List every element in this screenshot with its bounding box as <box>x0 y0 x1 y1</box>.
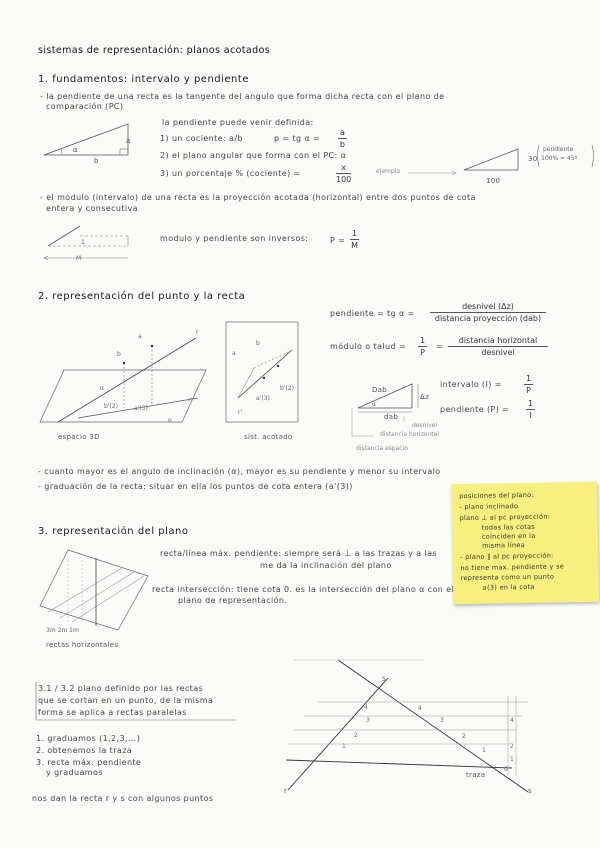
tri2-label-100: 100 <box>486 177 501 185</box>
s3-text-1-line-2: me da la inclinación del plano <box>260 561 392 570</box>
section-3-heading: 3. representación del plano <box>38 526 189 537</box>
tri-label-a: a <box>126 137 131 145</box>
pendiente-p-label: pendiente (P) = <box>440 405 510 414</box>
sticky-note <box>451 482 599 605</box>
rectas-horizontales-label: rectas horizontales <box>46 641 119 649</box>
s3-sub-line-1: 3.1 / 3.2 plano definido por las rectas <box>38 684 204 693</box>
fig2-label-r1: r' <box>238 409 243 416</box>
s1-paragraph-1-line-2: comparación (PC) <box>46 102 124 111</box>
slope-item-3: 3) un porcentaje % (cociente) = <box>160 169 301 178</box>
modulo-fraction: $\frac{1}{M}$ <box>351 229 358 250</box>
modulo-talud-fraction-2: distancia horizontal desnivel <box>448 336 548 357</box>
modulo-text: modulo y pendiente son inversos: <box>160 234 309 243</box>
distancia-horizontal-note: distancia horizontal <box>380 431 439 438</box>
step-3-line-2: y graduamos <box>46 768 103 777</box>
grad-r-label-4: 4 <box>364 704 368 711</box>
sist-acotado-diagram <box>224 320 304 430</box>
s3-sub-line-3: forma se aplica a rectas paralelas <box>38 708 187 717</box>
slope-item-3-fraction: $\frac{x}{100}$ <box>336 163 352 184</box>
modulo-label-1: 1 <box>81 239 85 246</box>
grad-r-label-2: 2 <box>354 732 358 739</box>
s1-paragraph-2-line-2: entera y consecutiva <box>46 204 138 213</box>
traza-label: traza <box>466 771 486 779</box>
fig1-label-b: b <box>117 351 121 358</box>
intervalo-label: intervalo (I) = <box>440 380 502 389</box>
fig1-caption: espacio 3D <box>58 433 100 441</box>
desnivel-note: desnivel <box>412 422 438 429</box>
slope-triangle-diagram <box>40 118 140 168</box>
plano-diagram <box>38 546 158 638</box>
s1-paragraph-2-line-1: - el modulo (intervalo) de una recta es la proyección acotada (horizontal) entre dos puntos de cota <box>40 193 476 202</box>
fig2-label-a3: a'(3) <box>256 395 270 402</box>
modulo-talud-eq: = <box>436 342 444 351</box>
dab-alpha-label: α <box>372 401 376 408</box>
pendiente-note-line-1: pendiente <box>543 146 574 153</box>
line-r-label: r <box>284 787 288 795</box>
tri-label-alpha: α <box>73 146 78 154</box>
fig2-caption: sist. acotado <box>244 433 293 441</box>
fig1-label-alpha: α <box>100 385 104 392</box>
step-3-line-1: 3. recta máx. pendiente <box>36 758 142 767</box>
s1-paragraph-1-line-1: - la pendiente de una recta es la tangente del angulo que forma dicha recta con el plano de <box>40 92 445 101</box>
grad-side-1: 1 <box>510 756 514 763</box>
grad-label-2: 2 <box>462 733 466 740</box>
s3-text-2-line-2: plano de representación. <box>178 596 288 605</box>
modulo-talud-fraction: $\frac{1}{P}$ <box>420 336 426 357</box>
grad-r-label-3: 3 <box>366 717 370 724</box>
ejemplo-label: ejemplo <box>376 168 401 175</box>
sticky-line-4: todas las cotas <box>481 522 536 532</box>
section-1-heading: 1. fundamentos: intervalo y pendiente <box>38 74 249 85</box>
step-2: 2. obtenemos la traza <box>36 746 133 755</box>
slope-definition-intro: la pendiente puede venir definida: <box>162 118 314 127</box>
slope-item-1-fraction: $\frac{a}{b}$ <box>339 128 345 149</box>
graduation-diagram <box>284 656 554 800</box>
modulo-label-M: M <box>76 255 82 262</box>
slope-item-1-eq: p = tg α = <box>274 134 321 143</box>
fig2-label-b: b <box>256 340 260 347</box>
grad-label-4: 4 <box>418 705 422 712</box>
distancia-espacio-note: distancia espacio <box>356 445 408 452</box>
sticky-line-5: coinciden en la <box>481 531 536 541</box>
sticky-line-6: misma línea <box>481 541 526 550</box>
modulo-diagram <box>40 222 140 267</box>
s3-sub-box <box>34 680 240 724</box>
fig1-label-a3: a'(3) <box>134 405 148 412</box>
s3-text-1-line-1: recta/línea máx. pendiente: siempre será ⊥ a las trazas y a las <box>160 549 437 558</box>
fig1-label-b2: b'(2) <box>104 403 118 410</box>
sticky-line-9: representa como un punto <box>460 572 555 583</box>
fig1-label-r: r <box>196 329 199 336</box>
plano-ticks: 3m 2m 1m <box>46 627 79 634</box>
percent-triangle-diagram <box>462 146 522 176</box>
s3-text-2-line-1: recta intersección: tiene cota 0. es la intersección del plano α con el <box>152 585 455 594</box>
s2-bullet-1: - cuanto mayor es el angulo de inclinación (α), mayor es su pendiente y menor su intervalo <box>38 467 441 476</box>
sticky-line-2: - plano inclinado <box>459 502 519 512</box>
grad-label-5: 5 <box>382 676 386 683</box>
tri-label-b: b <box>94 157 99 165</box>
footer-note: nos dan la recta r y s con algunos puntos <box>32 794 214 803</box>
grad-r-label-1: 1 <box>342 743 346 750</box>
grad-label-1: 1 <box>482 747 486 754</box>
dz-label: Δz <box>420 393 430 401</box>
sticky-line-10: a(3) en la cota <box>482 582 535 592</box>
page-title: sistemas de representación: planos acotados <box>38 45 271 56</box>
tri2-label-30: 30 <box>528 155 538 163</box>
fig1-label-o: o <box>168 417 172 424</box>
slope-item-2: 2) el plano angular que forma con el PC: α <box>160 151 347 160</box>
intervalo-fraction: $\frac{1}{P}$ <box>526 374 532 395</box>
espacio-3d-diagram <box>38 318 218 433</box>
modulo-eq: P = <box>330 236 346 245</box>
sticky-line-3: plano ⊥ al pc proyección: <box>459 512 551 523</box>
grad-label-3: 3 <box>440 717 444 724</box>
ejemplo-arrow <box>400 170 460 176</box>
sticky-line-1: posiciones del plano: <box>459 490 534 501</box>
pendiente-label: pendiente = tg α = <box>330 309 415 318</box>
dab-label: Dab <box>372 386 388 394</box>
sticky-line-8: no tiene max. pendiente y se <box>460 562 565 573</box>
grad-side-4: 4 <box>510 717 514 724</box>
grad-side-2: 2 <box>510 743 514 750</box>
section-2-heading: 2. representación del punto y la recta <box>38 291 246 302</box>
fig2-label-b2: b'(2) <box>280 385 294 392</box>
dab2-label: dab <box>384 413 399 421</box>
pendiente-fraction: desnivel (Δz) distancia proyección (dab) <box>430 302 546 323</box>
slope-item-1: 1) un cociente: a/b <box>160 134 243 143</box>
pendiente-p-fraction: $\frac{1}{I}$ <box>528 399 534 420</box>
pendiente-note-line-2: 100% = 45º <box>541 155 578 162</box>
s2-bullet-2: - graduación de la recta: situar en ella los puntos de cota entera (a'(3)) <box>38 482 353 491</box>
modulo-talud-label: módulo o talud = <box>330 342 406 351</box>
sticky-line-7: - plano ∥ al pc proyección: <box>460 551 554 562</box>
grad-side-0: 0 <box>504 766 508 773</box>
step-1: 1. graduamos (1,2,3,...) <box>36 734 141 743</box>
s3-sub-line-2: que se cortan en un punto, de la misma <box>38 696 214 705</box>
fig2-label-a: a <box>232 350 236 357</box>
fig1-label-r1: r' <box>188 397 193 404</box>
fig1-label-a: a <box>138 333 142 340</box>
line-s-label: s <box>528 787 532 795</box>
